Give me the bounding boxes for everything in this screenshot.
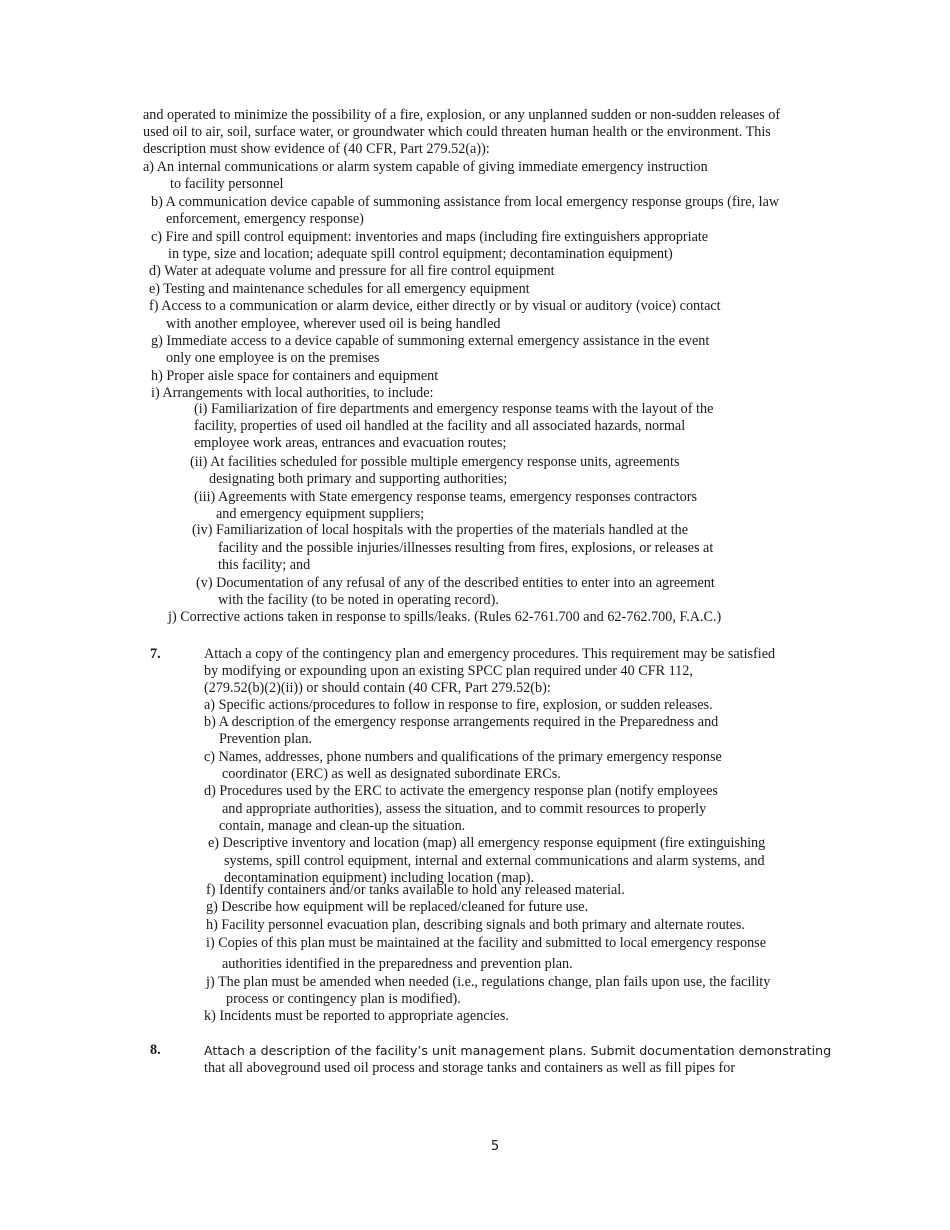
- prep-item-c: c) Fire and spill control equipment: inventories and maps (including fire extinguishers appropriate: [151, 229, 709, 245]
- prep-item-e: e) Testing and maintenance schedules for all emergency equipment: [149, 281, 530, 297]
- section-7-item-c: c) Names, addresses, phone numbers and qualifications of the primary emergency response: [204, 749, 722, 765]
- intro-line-3: description must show evidence of (40 CFR, Part 279.52(a)):: [143, 141, 490, 157]
- local-auth-i: (i) Familiarization of fire departments and emergency response teams with the layout of the: [194, 401, 714, 417]
- prep-item-g: g) Immediate access to a device capable of summoning external emergency assistance in the event: [151, 333, 710, 349]
- section-8-line-2: that all aboveground used oil process and storage tanks and containers as well as fill pipes for: [204, 1060, 736, 1076]
- section-7-item-k: k) Incidents must be reported to appropriate agencies.: [204, 1008, 509, 1024]
- section-7-item-i-cont: authorities identified in the preparedness and prevention plan.: [222, 956, 573, 972]
- section-7-number: 7.: [150, 646, 161, 662]
- prep-item-b-cont: enforcement, emergency response): [166, 211, 364, 227]
- section-7-line-2: by modifying or expounding upon an existing SPCC plan required under 40 CFR 112,: [204, 663, 693, 679]
- section-7-item-b: b) A description of the emergency response arrangements required in the Preparedness and: [204, 714, 719, 730]
- section-7-line-1: Attach a copy of the contingency plan and emergency procedures. This requirement may be satisfied: [204, 646, 776, 662]
- section-7-item-a: a) Specific actions/procedures to follow in response to fire, explosion, or sudden releases.: [204, 697, 713, 713]
- page-number: 5: [490, 1139, 500, 1154]
- prep-item-i: i) Arrangements with local authorities, to include:: [151, 385, 434, 401]
- section-7-item-e-cont2: decontamination equipment) including location (map).: [224, 870, 535, 886]
- prep-item-h: h) Proper aisle space for containers and equipment: [151, 368, 439, 384]
- section-7-item-j: j) The plan must be amended when needed (i.e., regulations change, plan fails upon use, the facility: [206, 974, 771, 990]
- section-7-item-i: i) Copies of this plan must be maintained at the facility and submitted to local emergency response: [206, 935, 767, 951]
- prep-item-c-cont: in type, size and location; adequate spill control equipment; decontamination equipment): [168, 246, 673, 262]
- section-7-item-f: f) Identify containers and/or tanks available to hold any released material.: [206, 882, 625, 898]
- local-auth-iii: (iii) Agreements with State emergency response teams, emergency responses contractors: [194, 489, 697, 505]
- section-7-item-c-cont: coordinator (ERC) as well as designated subordinate ERCs.: [222, 766, 561, 782]
- prep-item-a: a) An internal communications or alarm system capable of giving immediate emergency instruction: [143, 159, 708, 175]
- local-auth-v: (v) Documentation of any refusal of any of the described entities to enter into an agreement: [196, 575, 715, 591]
- prep-item-g-cont: only one employee is on the premises: [166, 350, 380, 366]
- section-7-item-d: d) Procedures used by the ERC to activate the emergency response plan (notify employees: [204, 783, 718, 799]
- local-auth-i-cont1: facility, properties of used oil handled at the facility and all associated hazards, normal: [194, 418, 686, 434]
- local-auth-iv-cont2: this facility; and: [218, 557, 311, 573]
- prep-item-d: d) Water at adequate volume and pressure for all fire control equipment: [149, 263, 555, 279]
- section-7-item-e: e) Descriptive inventory and location (map) all emergency response equipment (fire extinguishing: [208, 835, 766, 851]
- prep-item-f-cont: with another employee, wherever used oil is being handled: [166, 316, 501, 332]
- section-7-item-j-cont: process or contingency plan is modified).: [226, 991, 461, 1007]
- intro-line-2: used oil to air, soil, surface water, or groundwater which could threaten human health or the environment. This: [143, 124, 771, 140]
- section-8-line-1: Attach a description of the facility’s unit management plans. Submit documentation demonstrating: [204, 1043, 832, 1058]
- prep-item-b: b) A communication device capable of summoning assistance from local emergency response groups (fire, law: [151, 194, 780, 210]
- section-7-item-b-cont: Prevention plan.: [219, 731, 312, 747]
- section-7-item-e-cont1: systems, spill control equipment, internal and external communications and alarm systems, and: [224, 853, 765, 869]
- local-auth-ii-cont: designating both primary and supporting authorities;: [209, 471, 508, 487]
- local-auth-iv-cont1: facility and the possible injuries/illnesses resulting from fires, explosions, or releases at: [218, 540, 714, 556]
- local-auth-v-cont: with the facility (to be noted in operating record).: [218, 592, 499, 608]
- local-auth-iv: (iv) Familiarization of local hospitals with the properties of the materials handled at the: [192, 522, 689, 538]
- prep-item-a-cont: to facility personnel: [170, 176, 284, 192]
- local-auth-ii: (ii) At facilities scheduled for possible multiple emergency response units, agreements: [190, 454, 680, 470]
- intro-line-1: and operated to minimize the possibility of a fire, explosion, or any unplanned sudden or non-sudden releases of: [143, 107, 781, 123]
- local-auth-i-cont2: employee work areas, entrances and evacuation routes;: [194, 435, 507, 451]
- section-7-line-3: (279.52(b)(2)(ii)) or should contain (40 CFR, Part 279.52(b):: [204, 680, 551, 696]
- section-7-item-d-cont1: and appropriate authorities), assess the situation, and to commit resources to properly: [222, 801, 707, 817]
- section-8-number: 8.: [150, 1042, 161, 1058]
- section-7-item-g: g) Describe how equipment will be replaced/cleaned for future use.: [206, 899, 589, 915]
- prep-item-f: f) Access to a communication or alarm device, either directly or by visual or auditory (voice) contact: [149, 298, 721, 314]
- prep-item-j: j) Corrective actions taken in response to spills/leaks. (Rules 62-761.700 and 62-762.700, F.A.C.): [168, 609, 722, 625]
- local-auth-iii-cont: and emergency equipment suppliers;: [216, 506, 425, 522]
- section-7-item-d-cont2: contain, manage and clean-up the situation.: [219, 818, 466, 834]
- section-7-item-h: h) Facility personnel evacuation plan, describing signals and both primary and alternate routes.: [206, 917, 745, 933]
